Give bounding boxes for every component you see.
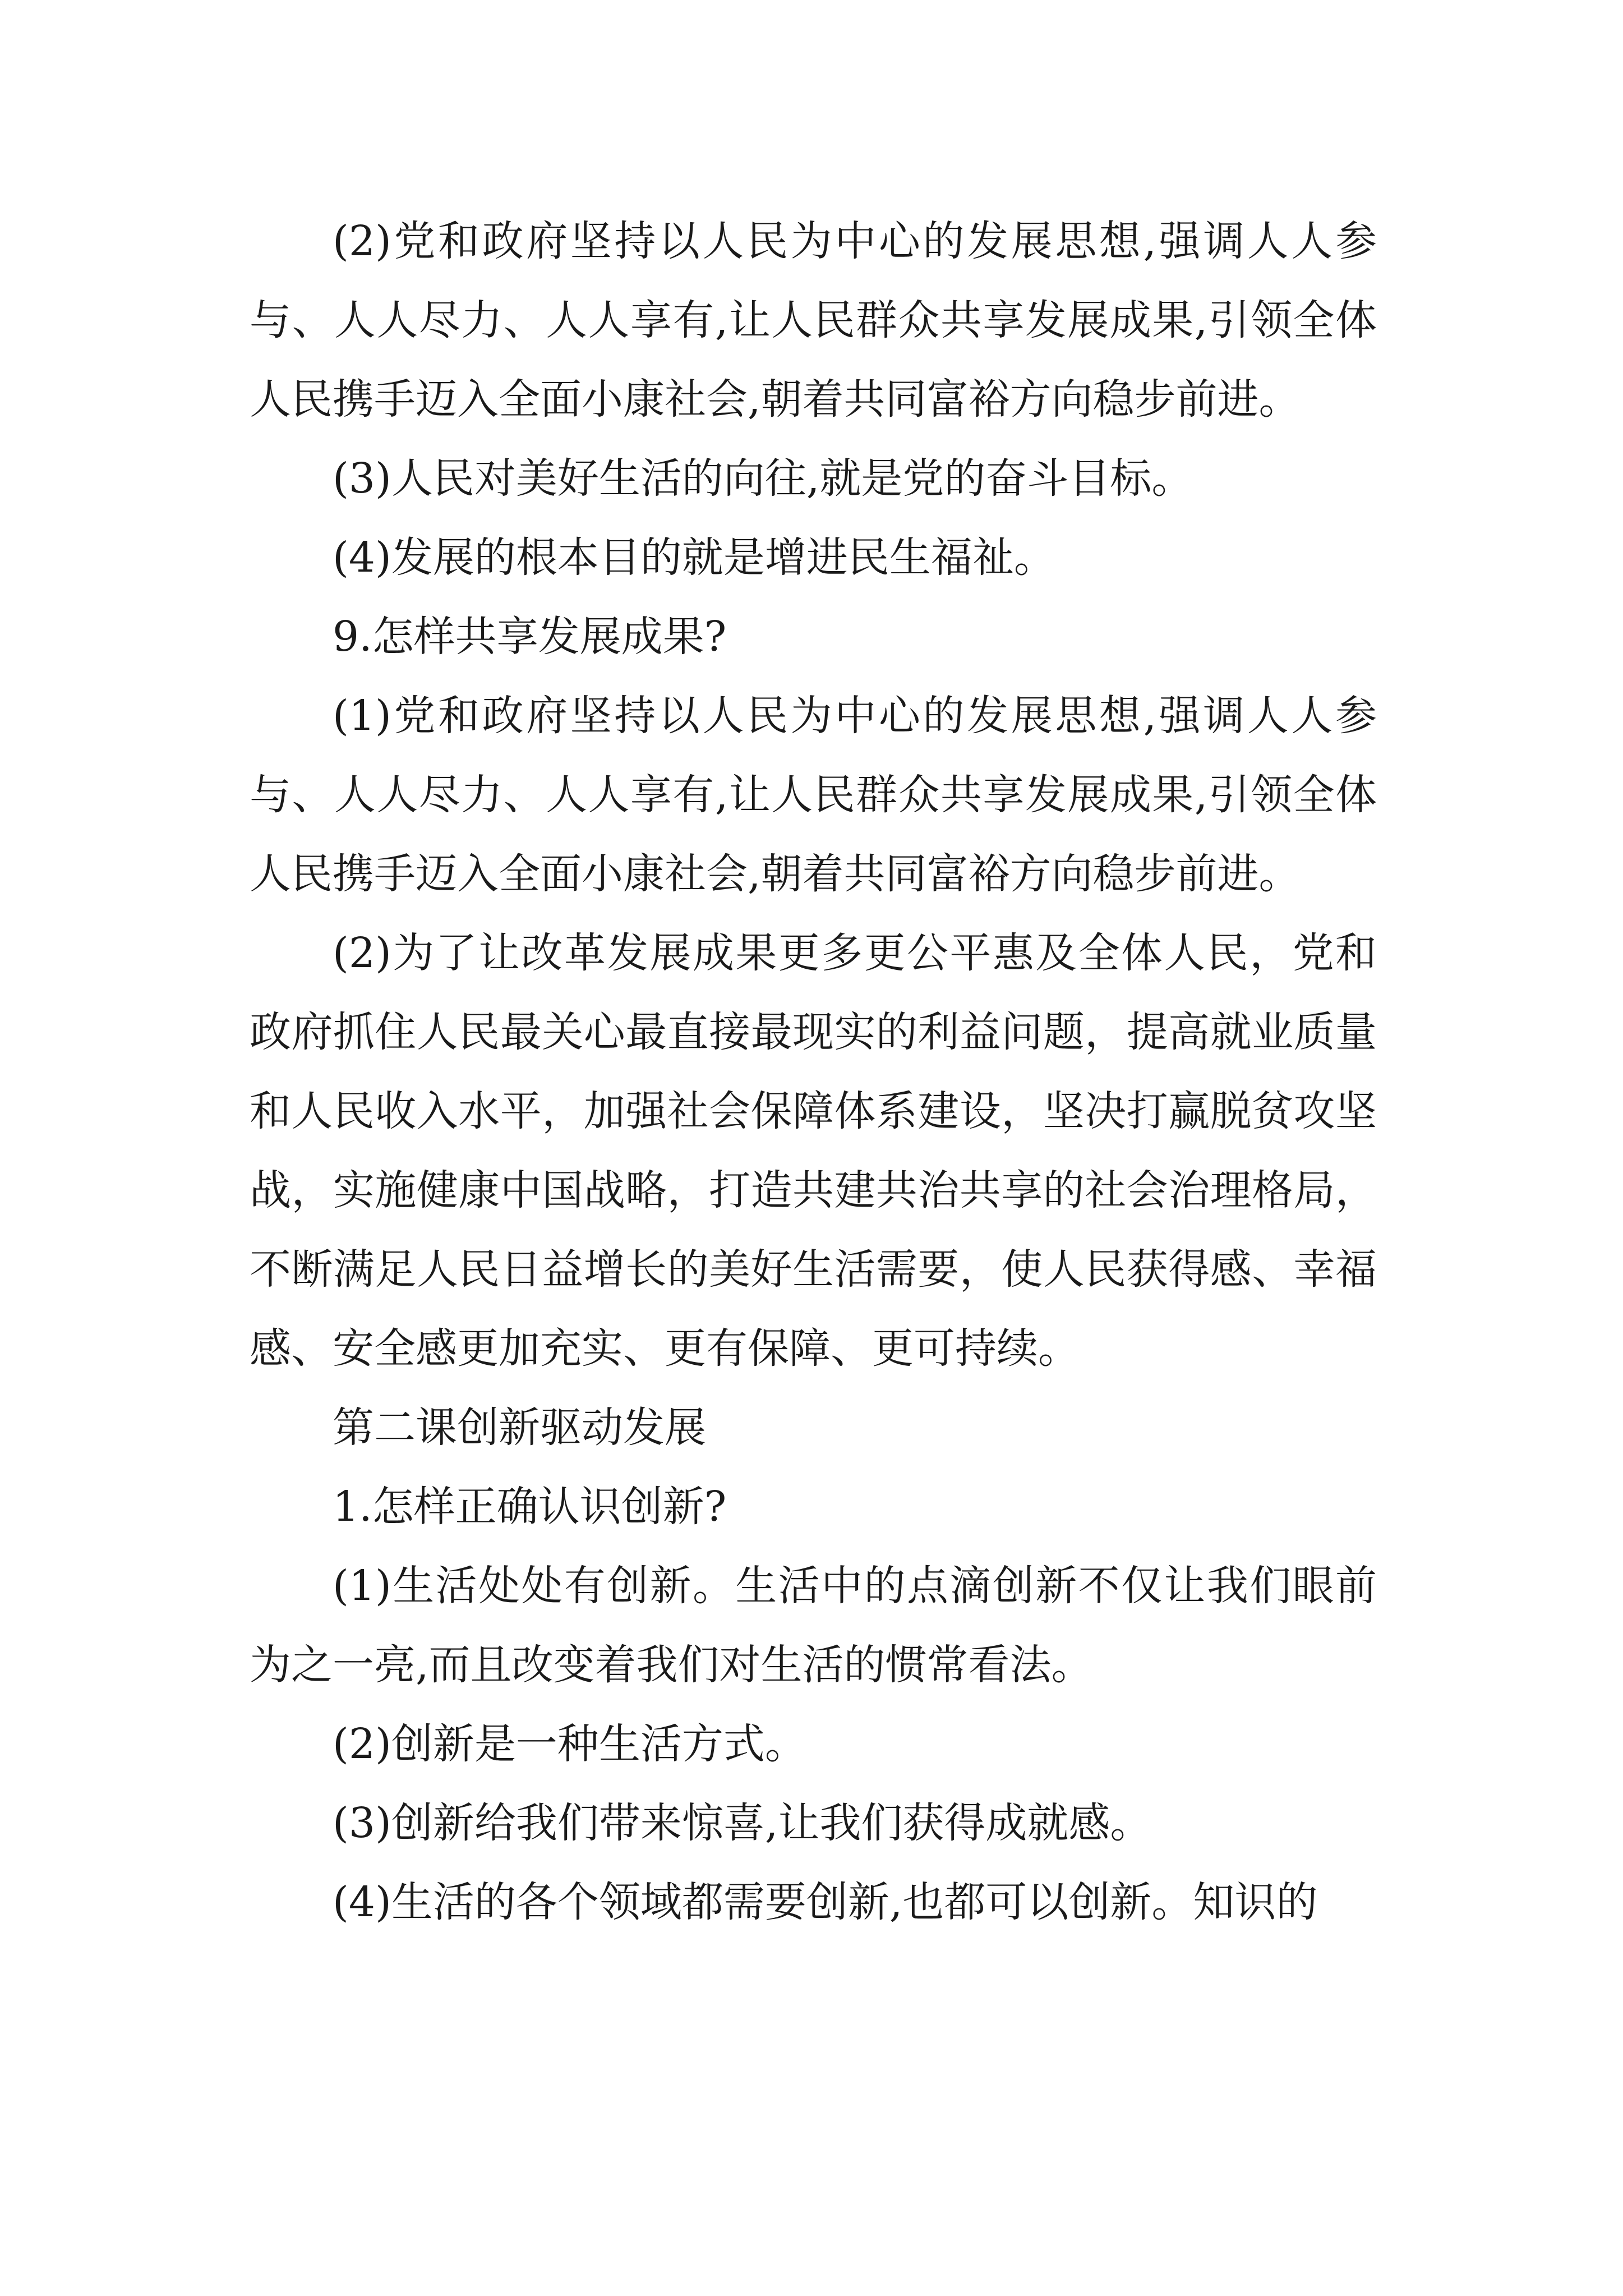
paragraph: (2)党和政府坚持以人民为中心的发展思想,强调人人参与、人人尽力、人人享有,让人民群众共享发展成果,引领全体人民携手迈入全面小康社会,朝着共同富裕方向稳步前进。: [250, 217, 1377, 424]
paragraph: (1)党和政府坚持以人民为中心的发展思想,强调人人参与、人人尽力、人人享有,让人民群众共享发展成果,引领全体人民携手迈入全面小康社会,朝着共同富裕方向稳步前进。: [250, 692, 1377, 898]
paragraph: (3)创新给我们带来惊喜,让我们获得成就感。: [333, 1799, 1152, 1847]
paragraph: (4)发展的根本目的就是增进民生福祉。: [333, 533, 1055, 582]
paragraph: (2)创新是一种生活方式。: [333, 1720, 806, 1768]
document-body: [250, 202, 1377, 1942]
question-heading: 9.怎样共享发展成果?: [333, 613, 727, 661]
paragraph: (4)生活的各个领域都需要创新,也都可以创新。知识的: [333, 1878, 1318, 1926]
question-heading: 1.怎样正确认识创新?: [333, 1483, 727, 1531]
paragraph: (1)生活处处有创新。生活中的点滴创新不仅让我们眼前为之一亮,而且改变着我们对生活的惯常看法。: [250, 1562, 1377, 1689]
lesson-heading: 第二课创新驱动发展: [333, 1404, 706, 1452]
paragraph: (3)人民对美好生活的向往,就是党的奋斗目标。: [333, 454, 1193, 503]
paragraph: (2)为了让改革发展成果更多更公平惠及全体人民，党和政府抓住人民最关心最直接最现实的利益问题，提高就业质量和人民收入水平，加强社会保障体系建设，坚决打赢脱贫攻坚战，实施健康中国战略，打造共建共治共享的社会治理格局，不断满足人民日益增长的美好生活需要，使人民获得感、幸福感、安全感更加充实、更有保障、更可持续。: [250, 929, 1377, 1373]
